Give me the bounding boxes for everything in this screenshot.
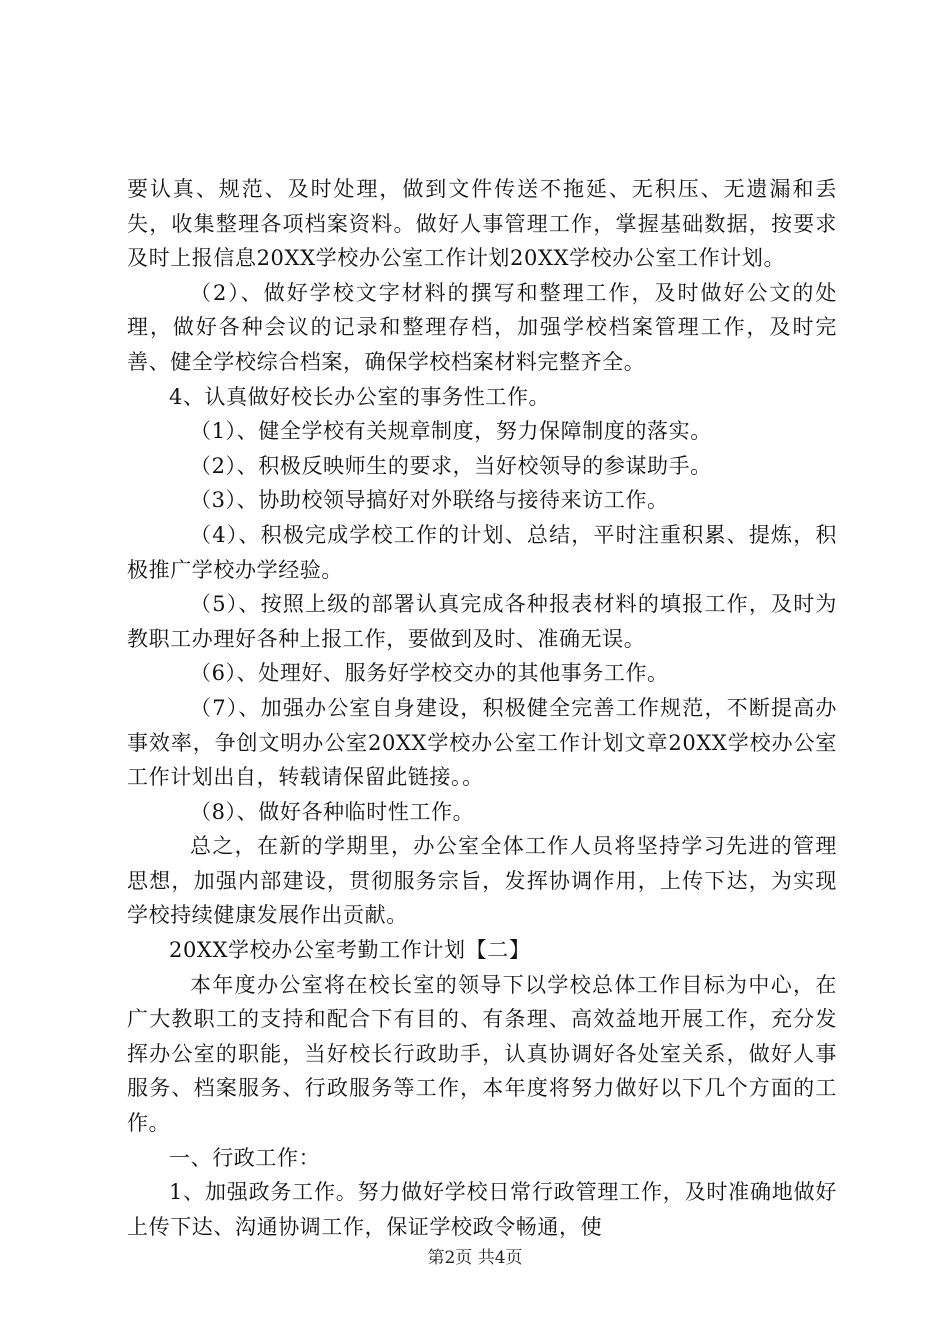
page-number-footer: 第2页 共4页 (427, 1248, 523, 1268)
section-heading: 20XX学校办公室考勤工作计划【二】 (169, 938, 531, 963)
paragraph: （8）、做好各种临时性工作。 (190, 799, 475, 824)
paragraph: （2）、积极反映师生的要求，当好校领导的参谋助手。 (190, 453, 712, 478)
paragraph: 要认真、规范、及时处理，做到文件传送不拖延、无积压、无遗漏和丢失，收集整理各项档案资料。做好人事管理工作，掌握基础数据，按要求及时上报信息20XX学校办公室工作计划20XX学校办公室工作计划。 (127, 177, 837, 271)
paragraph: 4、认真做好校长办公室的事务性工作。 (169, 384, 551, 409)
paragraph: （6）、处理好、服务好学校交办的其他事务工作。 (190, 661, 669, 686)
document-body (127, 172, 837, 1244)
paragraph: 本年度办公室将在校长室的领导下以学校总体工作目标为中心，在广大教职工的支持和配合下有目的、有条理、高效益地开展工作，充分发挥办公室的职能，当好校长行政助手，认真协调好各处室关系，做好人事服务、档案服务、行政服务等工作，本年度将努力做好以下几个方面的工作。 (127, 972, 837, 1136)
paragraph: （2）、做好学校文字材料的撰写和整理工作，及时做好公文的处理，做好各种会议的记录和整理存档，加强学校档案管理工作，及时完善、健全学校综合档案，确保学校档案材料完整齐全。 (127, 280, 837, 374)
paragraph: 1、加强政务工作。努力做好学校日常行政管理工作，及时准确地做好上传下达、沟通协调工作，保证学校政令畅通，使 (127, 1180, 837, 1239)
paragraph: （3）、协助校领导搞好对外联络与接待来访工作。 (190, 488, 669, 513)
paragraph: （7）、加强办公室自身建设，积极健全完善工作规范，不断提高办事效率，争创文明办公室20XX学校办公室工作计划文章20XX学校办公室工作计划出自，转载请保留此链接。。 (127, 695, 837, 790)
paragraph: （4）、积极完成学校工作的计划、总结，平时注重积累、提炼，积极推广学校办学经验。 (127, 522, 837, 582)
paragraph: （1）、健全学校有关规章制度，努力保障制度的落实。 (190, 419, 712, 444)
paragraph: 总之，在新的学期里，办公室全体工作人员将坚持学习先进的管理思想，加强内部建设，贯彻服务宗旨，发挥协调作用，上传下达，为实现学校持续健康发展作出贡献。 (127, 834, 837, 928)
paragraph: 一、行政工作： (169, 1145, 321, 1170)
paragraph: （5）、按照上级的部署认真完成各种报表材料的填报工作，及时为教职工办理好各种上报工作，要做到及时、准确无误。 (127, 592, 837, 651)
